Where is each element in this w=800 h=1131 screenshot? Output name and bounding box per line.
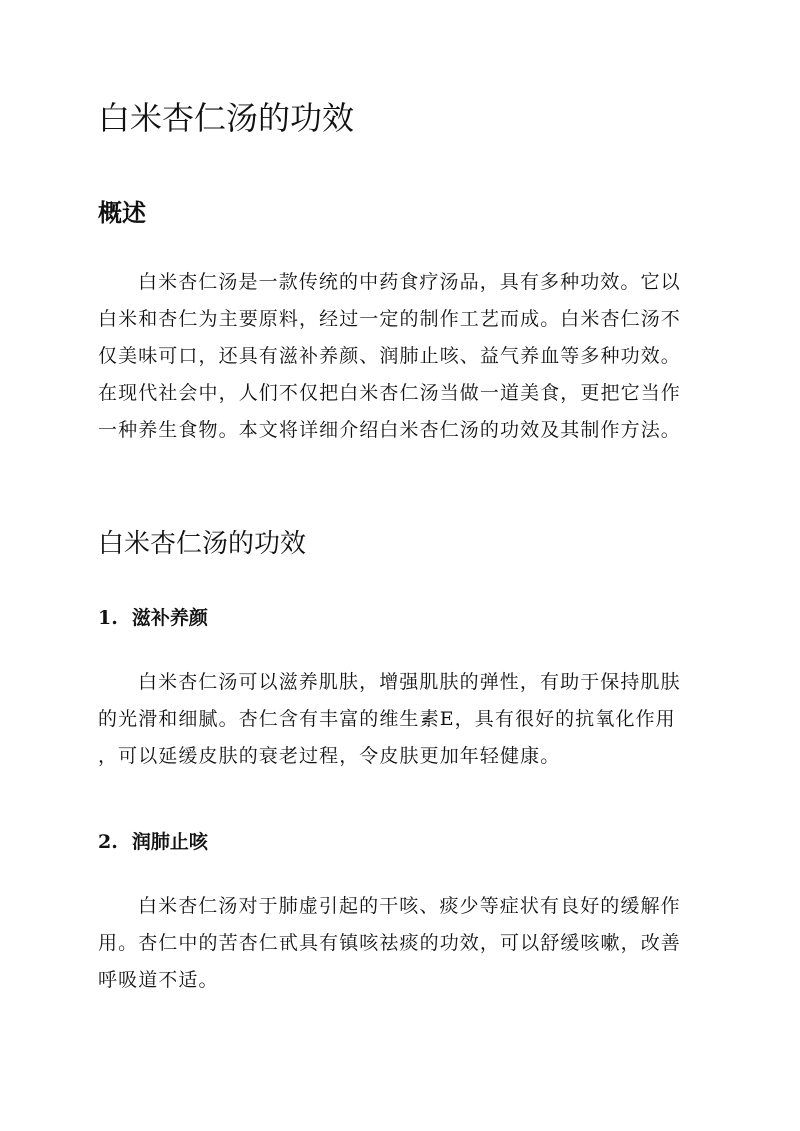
subsection-title: 滋补养颜 <box>131 607 208 629</box>
paragraph-line: 一种养生食物。本文将详细介绍白米杏仁汤的功效及其制作方法。 <box>98 419 681 441</box>
paragraph-line: 的光滑和细腻。杏仁含有丰富的维生素E，具有很好的抗氧化作用 <box>98 708 676 730</box>
subsection-heading-2 <box>98 828 208 856</box>
document-title: 白米杏仁汤的功效 <box>98 99 355 137</box>
section-heading: 白米杏仁汤的功效 <box>98 529 307 559</box>
subsection-heading-1 <box>98 604 208 632</box>
paragraph-line: 白米杏仁汤可以滋养肌肤，增强肌肤的弹性，有助于保持肌肤 <box>138 671 681 693</box>
subsection-number: 1. <box>98 607 118 629</box>
subsection-number: 2. <box>98 831 118 853</box>
overview-paragraph <box>98 264 702 449</box>
overview-heading: 概述 <box>98 198 146 227</box>
paragraph-line: 仅美味可口，还具有滋补养颜、润肺止咳、益气养血等多种功效。 <box>98 345 681 367</box>
paragraph-line: 在现代社会中，人们不仅把白米杏仁汤当做一道美食，更把它当作 <box>98 382 681 404</box>
subsection-paragraph-1 <box>98 664 702 775</box>
paragraph-line: ，可以延缓皮肤的衰老过程，令皮肤更加年轻健康。 <box>98 745 561 767</box>
paragraph-line: 呼吸道不适。 <box>98 969 219 991</box>
paragraph-line: 白米杏仁汤是一款传统的中药食疗汤品，具有多种功效。它以 <box>138 271 681 293</box>
paragraph-line: 用。杏仁中的苦杏仁甙具有镇咳祛痰的功效，可以舒缓咳嗽，改善 <box>98 932 681 954</box>
paragraph-line: 白米和杏仁为主要原料，经过一定的制作工艺而成。白米杏仁汤不 <box>98 308 681 330</box>
subsection-paragraph-2 <box>98 888 702 999</box>
paragraph-line: 白米杏仁汤对于肺虚引起的干咳、痰少等症状有良好的缓解作 <box>138 895 681 917</box>
subsection-title: 润肺止咳 <box>131 831 208 853</box>
